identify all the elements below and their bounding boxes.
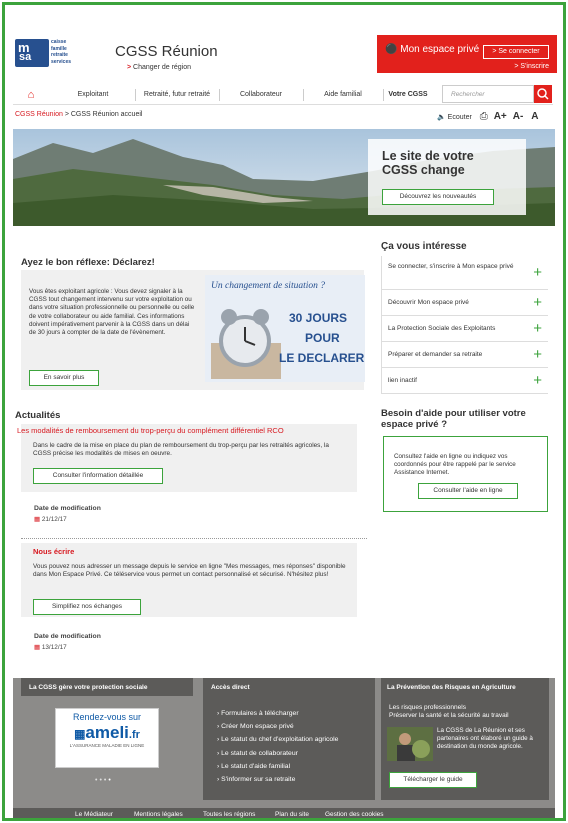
news-date: ▦ 21/12/17 [34, 516, 67, 523]
accessibility-tools [437, 111, 538, 122]
footer [13, 808, 555, 821]
direct-link[interactable]: › Formulaires à télécharger [217, 710, 299, 717]
connect-label: Se connecter [498, 48, 540, 55]
plus-icon: + [533, 372, 542, 389]
news-text: Dans le cadre de la mise en place du plan de remboursement du trop-perçu par les retraités agricoles, la CGSS précise les modalités de mises en oeuvre. [33, 442, 329, 458]
connect-button[interactable]: > Se connecter [483, 45, 549, 59]
print-icon[interactable]: ⎙ [479, 111, 488, 122]
news-simplify-button[interactable]: Simplifiez nos échanges [33, 599, 141, 615]
search-icon [534, 85, 552, 103]
search-button[interactable] [534, 85, 552, 103]
breadcrumb-current: CGSS Réunion accueil [70, 111, 143, 118]
direct-link[interactable]: › Le statut du chef d'exploitation agricole [217, 736, 339, 744]
direct-link[interactable]: › Créer Mon espace privé [217, 723, 294, 731]
home-icon[interactable]: ⌂ [27, 89, 35, 101]
news-item [21, 543, 357, 617]
listen-button[interactable] [437, 114, 472, 121]
signup-label: S'inscrire [520, 63, 549, 70]
nav-divider [303, 89, 304, 101]
nav-item-aide-familial[interactable]: Aide familial [324, 91, 362, 98]
news-title[interactable]: Nous écrire [33, 547, 75, 556]
interest-item-label: Préparer et demander sa retraite [388, 351, 483, 358]
reflex-text: Vous êtes exploitant agricole : Vous devez signaler à la CGSS tout changement intervenu sur votre exploitation ou dans votre situation professionnelle ou personnelle ou celle de votre collaborateur ou aide familial. Ces informations doivent impérativement parvenir à la CGSS dans un délai de 30 jours à compter de la date de l'évènement. [29, 288, 195, 337]
footer-link[interactable]: Mentions légales [134, 811, 183, 818]
interest-item-label: Découvrir Mon espace privé [388, 299, 469, 306]
nav-item-retraite[interactable]: Retraité, futur retraité [143, 91, 211, 98]
user-icon: ⚫ [385, 44, 398, 55]
direct-link[interactable]: › Le statut de collaborateur [217, 749, 298, 757]
espace-title [385, 44, 479, 55]
help-online-button[interactable]: Consulter l'aide en ligne [418, 483, 518, 499]
ameli-banner[interactable] [55, 708, 159, 768]
breadcrumb [15, 111, 142, 118]
listen-label: Ecouter [447, 114, 472, 121]
calendar-icon: ▦ [34, 644, 41, 651]
interest-item[interactable] [381, 290, 548, 316]
hero-discover-button[interactable]: Découvrez les nouveautés [382, 189, 494, 205]
news-item [17, 424, 357, 492]
chevron-right-icon: > [127, 64, 132, 71]
interest-item-label: lien inactif [388, 377, 417, 384]
reflex-image-line2: POUR [305, 331, 340, 345]
interest-item[interactable] [381, 316, 548, 342]
reflex-card [21, 270, 364, 390]
news-section-title: Actualités [15, 410, 61, 421]
nav-item-collaborateur[interactable]: Collaborateur [239, 91, 283, 98]
hero-title: Le site de votre CGSS change [382, 149, 474, 177]
change-region-link[interactable] [127, 64, 191, 71]
interest-item-label: Se connecter, s'inscrire à Mon espace privé [388, 263, 514, 270]
breadcrumb-home[interactable]: CGSS Réunion [15, 111, 63, 118]
news-detail-button[interactable]: Consulter l'information détaillée [33, 468, 163, 484]
footer-link[interactable]: Gestion des cookies [325, 811, 384, 818]
prevention-subtitle: Les risques professionnels Préserver la santé et la sécurité au travail [389, 704, 509, 719]
news-date: ▦ 13/12/17 [34, 644, 67, 651]
alarm-clock-icon [211, 299, 281, 379]
search-input[interactable]: Rechercher [442, 85, 534, 103]
news-title[interactable]: Les modalités de remboursement du trop-perçu du complément différentiel RCO [17, 426, 284, 435]
help-text: Consultez l'aide en ligne ou indiquez vos coordonnés pour être rappelé par le service Assistance Internet. [394, 453, 516, 476]
news-date-label: Date de modification [34, 633, 101, 640]
reflex-more-button[interactable]: En savoir plus [29, 370, 99, 386]
direct-link[interactable]: › Le statut d'aide familial [217, 762, 291, 770]
ameli-logo: ▦ameli.fr [74, 723, 140, 742]
plus-icon: + [533, 346, 542, 363]
signup-link[interactable]: > S'inscrire [514, 63, 549, 70]
interest-title: Ça vous intéresse [381, 241, 467, 252]
breadcrumb-separator: > [64, 111, 69, 118]
help-box [383, 436, 548, 512]
laptop-icon: ▦ [74, 727, 86, 741]
logo-words: caisse famille retraite services [51, 39, 72, 65]
espace-title-label: Mon espace privé [400, 44, 480, 55]
footer-link[interactable]: Toutes les régions [203, 811, 256, 818]
carousel-dots[interactable]: •••• [95, 777, 113, 784]
logo-mark: m sa [15, 39, 49, 67]
nav-item-votre-cgss[interactable]: Votre CGSS [388, 91, 428, 98]
font-increase-button[interactable]: A+ [493, 111, 507, 122]
interest-item[interactable] [381, 256, 548, 290]
ameli-sub: L'ASSURANCE MALADIE EN LIGNE [69, 743, 145, 748]
direct-link[interactable]: › S'informer sur sa retraite [217, 776, 296, 784]
news-text: Vous pouvez nous adresser un message depuis le service en ligne "Mes messages, mes réponses" disponible dans Mon Espace Privé. Ce téléservice vous permet un contact personnalisé et sécurisé. N'hésitez plus! [33, 563, 346, 579]
interest-list [381, 256, 548, 394]
prevention-text: La CGSS de La Réunion et ses partenaires ont élaboré un guide à destination du monde agricole. [437, 727, 533, 750]
font-reset-button[interactable]: A [531, 111, 539, 122]
news-date-label: Date de modification [34, 505, 101, 512]
download-guide-button[interactable]: Télécharger le guide [389, 772, 477, 788]
interest-item[interactable] [381, 342, 548, 368]
plus-icon: + [533, 294, 542, 311]
footer-link[interactable]: Le Médiateur [75, 811, 113, 818]
reflex-title: Ayez le bon réflexe: Déclarez! [21, 257, 155, 268]
reflex-image-title: Un changement de situation ? [211, 281, 325, 291]
prevention-title: La Prévention des Risques en Agriculture [387, 684, 516, 691]
interest-item[interactable] [381, 368, 548, 394]
farmer-photo [387, 727, 433, 761]
nav-item-exploitant[interactable]: Exploitant [77, 91, 109, 98]
reflex-image [205, 275, 365, 382]
reflex-image-line1: 30 JOURS [289, 311, 348, 325]
site-title: CGSS Réunion [115, 43, 218, 60]
change-region-label: Changer de région [133, 64, 192, 71]
espace-prive-box [377, 35, 557, 73]
direct-access-title: Accès direct [211, 684, 250, 691]
hero-callout [368, 139, 526, 215]
font-decrease-button[interactable]: A- [512, 111, 524, 122]
plus-icon: + [533, 264, 542, 281]
protection-panel-title: La CGSS gère votre protection sociale [29, 684, 148, 691]
page-frame [2, 2, 566, 821]
help-title: Besoin d'aide pour utiliser votre espace privé ? [381, 408, 526, 430]
speaker-icon: 🔈 [437, 114, 446, 121]
direct-access-links [217, 707, 338, 786]
news-divider [21, 538, 367, 539]
ameli-top: Rendez-vous sur [72, 712, 142, 722]
interest-item-label: La Protection Sociale des Exploitants [388, 325, 496, 332]
nav-divider [135, 89, 136, 101]
msa-logo[interactable] [15, 35, 87, 75]
nav-divider [219, 89, 220, 101]
footer-link[interactable]: Plan du site [275, 811, 309, 818]
plus-icon: + [533, 320, 542, 337]
calendar-icon: ▦ [34, 516, 41, 523]
reflex-image-line3: LE DECLARER [279, 351, 365, 365]
